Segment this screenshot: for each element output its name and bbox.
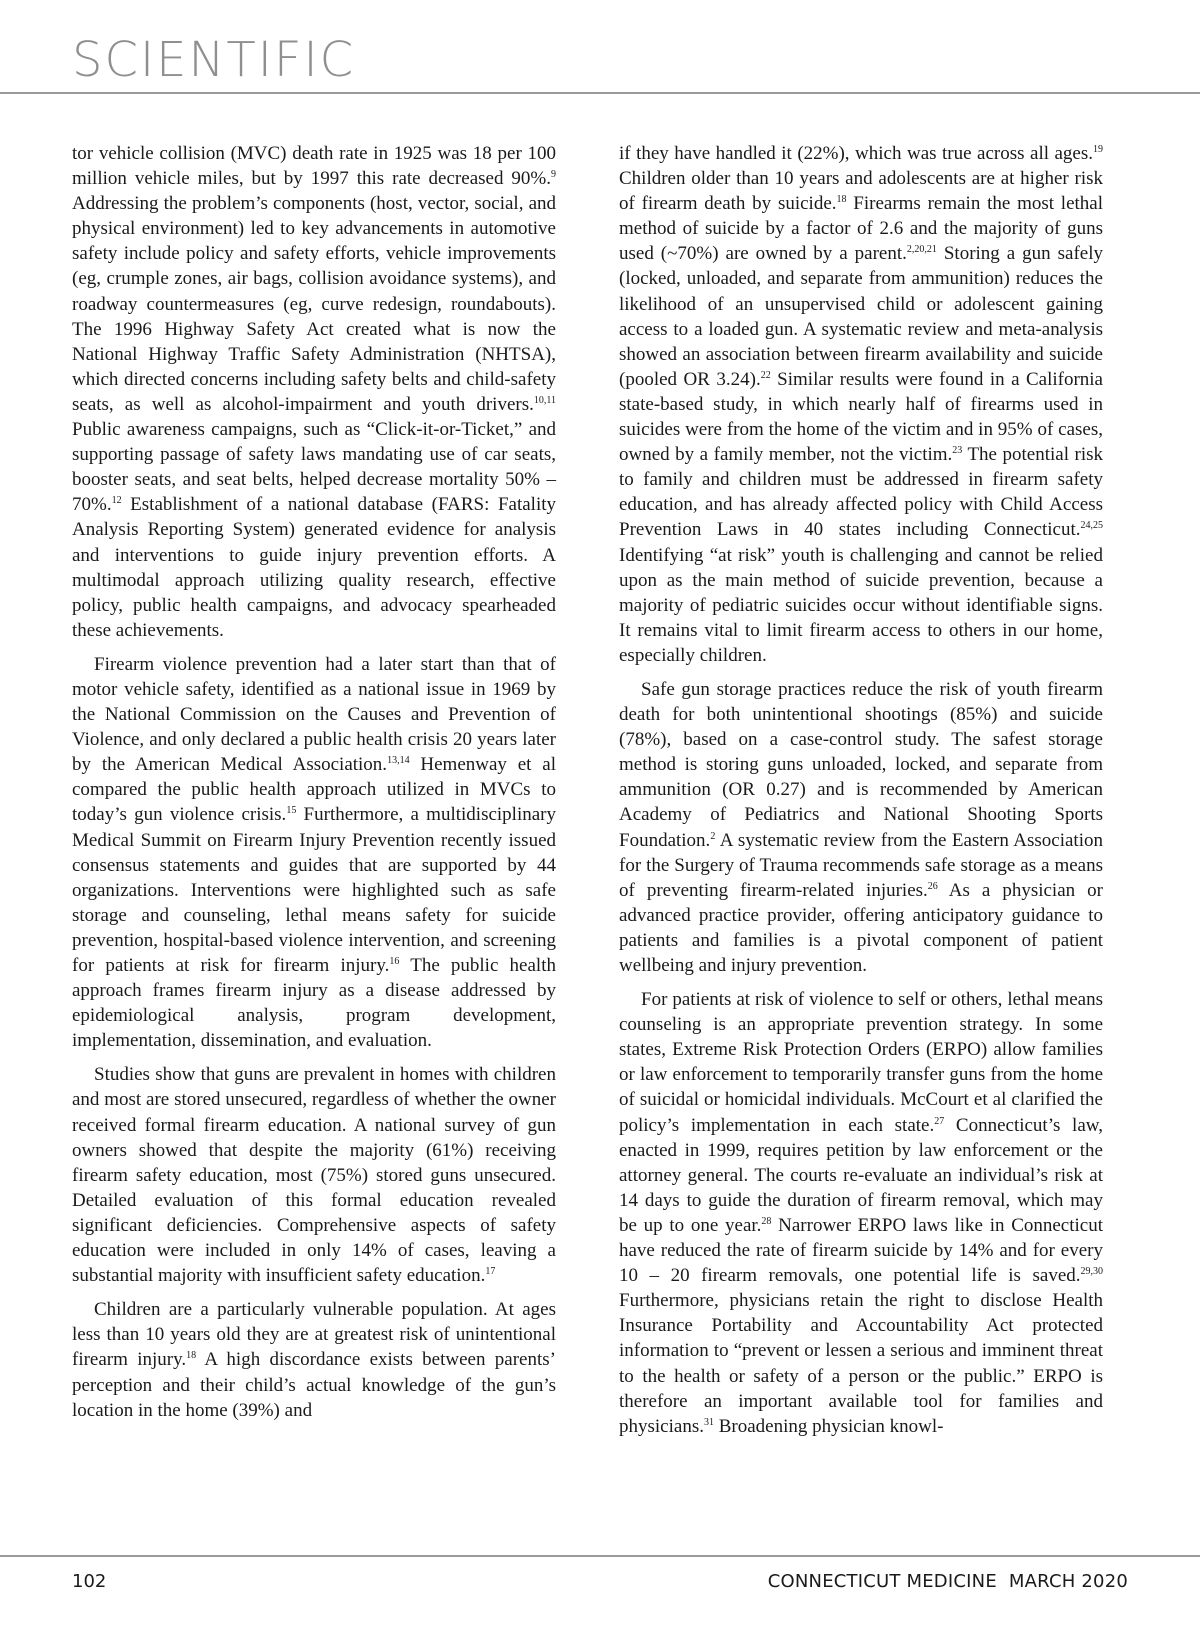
citation: 28: [761, 1215, 772, 1227]
paragraph-gun-storage-studies: Studies show that guns are prevalent in homes with children and most are stored unsecured, regardless of whether the owner received formal firearm education. A national survey of gun owners showed that despite the majority (61%) receiving firearm safety education, most (75%) stored guns unsecured. Detailed evaluation of this formal education revealed significant deficiencies. Comprehensive aspects of safety education were included in only 14% of cases, leaving a substantial majority with insufficient safety education.$^{17}$: [72, 1064, 556, 1287]
footer-divider: [0, 1555, 1200, 1557]
paragraph-children-vulnerable: Children are a particularly vulnerable population. At ages less than 10 years old they are at greatest risk of unintentional firearm injury.$^{18}$ A high discordance exists between parents’ perception and their child’s actual knowledge of the gun’s location in the home (39%) and: [72, 1299, 556, 1421]
issue-date: MARCH 2020: [1008, 1571, 1128, 1592]
journal-name: CONNECTICUT MEDICINE: [767, 1571, 997, 1592]
paragraph-suicide-risk: if they have handled it (22%), which was true across all ages.$^{19}$ Children older than 10 years and adolescents are at higher risk of firearm death by suicide.$^{18}$ Firearms remain the most lethal method of suicide by a factor of 2.6 and the majority of guns used (~70%) are owned by a parent.$^{2,20,21}$ Storing a gun safely (locked, unloaded, and separate from ammunition) reduces the likelihood of an unsupervised child or adolescent gaining access to a loaded gun. A systematic review and meta-analysis showed an association between firearm availability and suicide (pooled OR 3.24).$^{22}$ Similar results were found in a California state-based study, in which nearly half of firearms used in suicides were from the home of the victim and in 95% of cases, owned by a family member, not the victim.$^{23}$ The potential risk to family and children must be addressed in firearm safety education, and has already affected policy with Child Access Prevention Laws in 40 states including Connecticut.$^{24,25}$ Identifying “at risk” youth is challenging and cannot be relied upon as the main method of suicide prevention, because a majority of pediatric suicides occur without identifiable signs. It remains vital to limit firearm access to others in our home, especially children.: [619, 143, 1103, 666]
citation: 15: [286, 805, 297, 817]
right-column: [619, 141, 1103, 1448]
citation: 18: [836, 194, 847, 206]
paragraph-erpo: For patients at risk of violence to self or others, lethal means counseling is an appropriate prevention strategy. In some states, Extreme Risk Protection Orders (ERPO) allow families or law enforcement to temporarily transfer guns from the home of suicidal or homicidal individuals. McCourt et al clarified the policy’s implementation in each state.$^{27}$ Connecticut’s law, enacted in 1999, requires petition by law enforcement or the attorney general. The courts re-evaluate an individual’s risk at 14 days to guide the duration of firearm removal, which may be up to one year.$^{28}$ Narrower ERPO laws like in Connecticut have reduced the rate of firearm suicide by 14% and for every 10 – 20 firearm removals, one potential life is saved.$^{29,30}$ Furthermore, physicians retain the right to disclose Health Insurance Portability and Accountability Act protected information to “prevent or lessen a serious and imminent threat to the health or safety of a person or the public.” ERPO is therefore an important available tool for families and physicians.$^{31}$ Broadening physician knowl-: [619, 989, 1103, 1437]
citation: 16: [389, 956, 400, 967]
citation: 22: [760, 369, 771, 381]
page-number: 102: [72, 1571, 107, 1592]
citation: 26: [927, 880, 938, 892]
citation: 9: [551, 169, 556, 181]
paragraph-safe-storage: Safe gun storage practices reduce the risk of youth firearm death for both unintentional shootings (85%) and suicide (78%), based on a case-control study. The safest storage method is storing guns unloaded, locked, and separate from ammunition (OR 0.27) and is recommended by American Academy of Pediatrics and National Shooting Sports Foundation.$^2$ A systematic review from the Eastern Association for the Surgery of Trauma recommends safe storage as a means of preventing firearm-related injuries.$^{26}$ As a physician or advanced practice provider, offering anticipatory guidance to patients and families is a pivotal component of patient wellbeing and injury prevention.: [619, 678, 1103, 976]
section-label: SCIENTIFIC: [72, 32, 356, 88]
citation: 12: [111, 495, 122, 507]
citation: 19: [1093, 144, 1103, 155]
citation: 17: [485, 1266, 496, 1278]
citation: 13,14: [387, 755, 410, 767]
citation: 29,30: [1080, 1266, 1103, 1278]
left-column: [72, 141, 556, 1432]
citation: 27: [934, 1115, 945, 1127]
header-divider: [0, 92, 1200, 94]
paragraph-mvc-safety: tor vehicle collision (MVC) death rate in 1925 was 18 per 100 million vehicle miles, but by 1997 this rate decreased 90%.$^9$ Addressing the problem’s components (host, vector, social, and physical environment) led to key advancements in automotive safety include policy and safety efforts, vehicle improvements (eg, crumple zones, air bags, collision avoidance systems), and roadway countermeasures (eg, curve redesign, roundabouts). The 1996 Highway Safety Act created what is now the National Highway Traffic Safety Administration (NHTSA), which directed concerns including safety belts and child-safety seats, as well as alcohol-impairment and youth drivers.$^{10,11}$ Public awareness campaigns, such as “Click-it-or-Ticket,” and supporting passage of safety laws mandating use of car seats, booster seats, and seat belts, helped decrease mortality 50% – 70%.$^{12}$ Establishment of a national database (FARS: Fatality Analysis Reporting System) generated evidence for analysis and interventions to guide injury prevention efforts. A multimodal approach utilizing quality research, effective policy, public health campaigns, and advocacy spearheaded these achievements.: [72, 143, 556, 641]
paragraph-firearm-prevention: Firearm violence prevention had a later start than that of motor vehicle safety, identified as a national issue in 1969 by the National Commission on the Causes and Prevention of Violence, and only declared a public health crisis 20 years later by the American Medical Association.$^{13,14}$ Hemenway et al compared the public health approach utilized in MVCs to today’s gun violence crisis.$^{15}$ Furthermore, a multidisciplinary Medical Summit on Firearm Injury Prevention recently issued consensus statements and guides that are supported by 44 organizations. Interventions were highlighted such as safe storage and counseling, lethal means safety for suicide prevention, hospital-based violence intervention, and screening for patients at risk for firearm injury.$^{16}$ The public health approach frames firearm injury as a disease addressed by epidemiological analysis, program development, implementation, dissemination, and evaluation.: [72, 653, 556, 1052]
citation: 2: [710, 830, 716, 842]
citation: 31: [703, 1416, 714, 1428]
journal-footer: [768, 1571, 1128, 1592]
citation: 23: [952, 445, 963, 457]
citation: 10,11: [533, 394, 556, 406]
citation: 2,20,21: [906, 244, 937, 256]
citation: 24,25: [1080, 520, 1103, 532]
citation: 18: [186, 1350, 197, 1362]
